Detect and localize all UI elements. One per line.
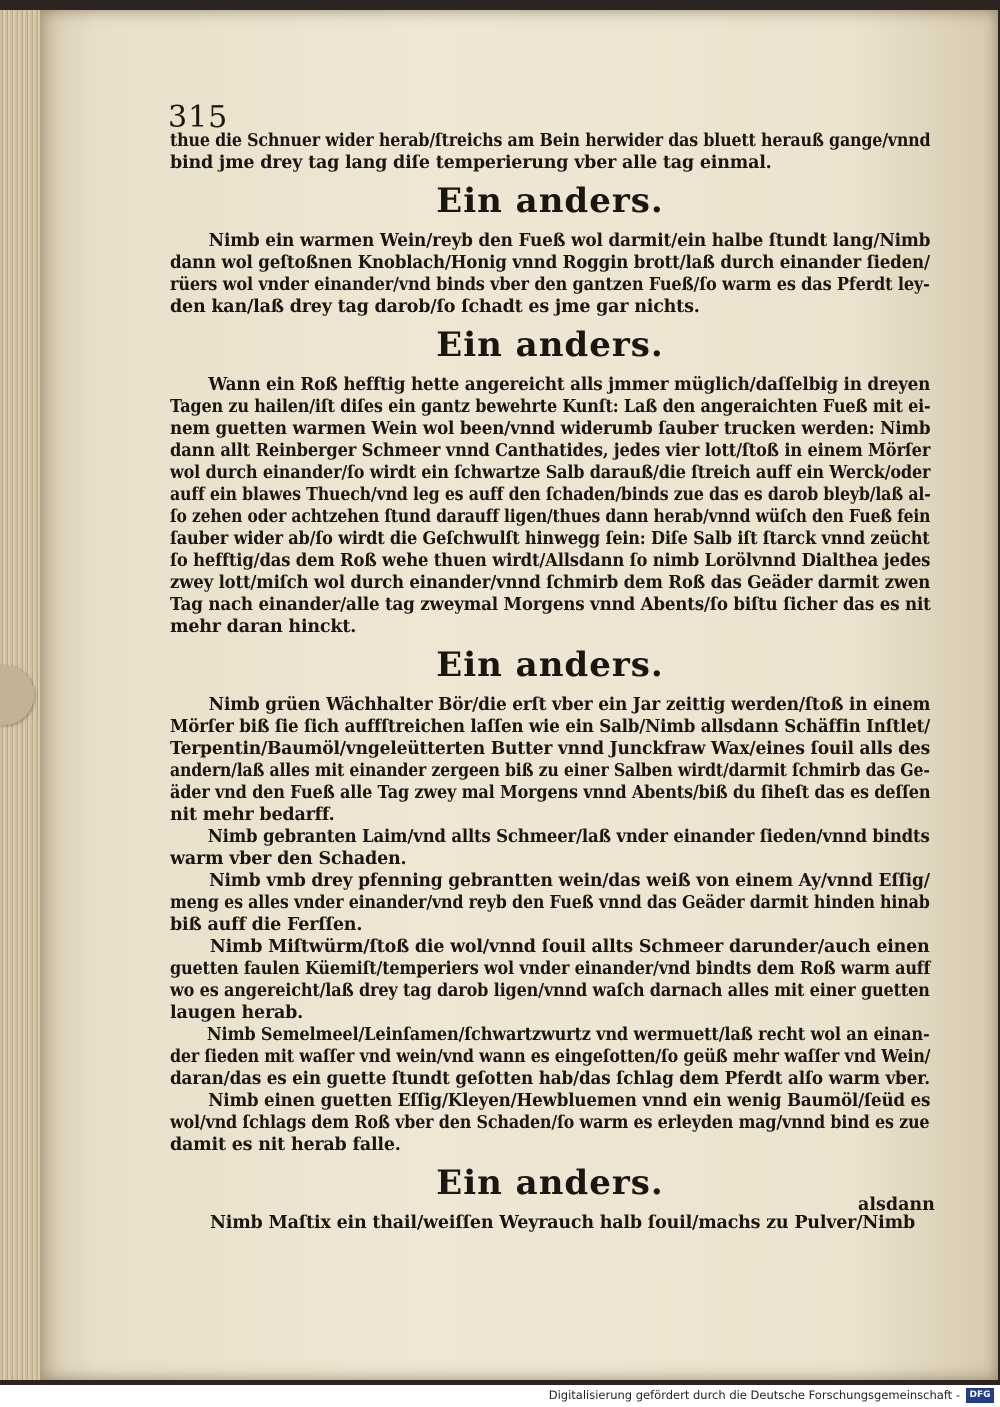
text-line: zwey lott/miſch wol durch einander/vnnd ſchmirb dem Roß das Geäder darmit zwen [170, 573, 931, 593]
paragraph [170, 826, 930, 870]
text-line: guetten faulen Küemiſt/temperiers wol vnder einander/vnd bindts dem Roß warm auff [170, 959, 931, 979]
text-line: mehr daran hinckt. [170, 617, 357, 637]
paragraph [170, 1090, 930, 1156]
dfg-logo: DFG [966, 1388, 994, 1403]
text-line: rüers wol vnder einander/vnd binds vber den gantzen Fueß/ſo warm es das Pferdt ley- [170, 275, 930, 295]
text-line: Nimb Maſtix ein thail/weiſſen Weyrauch halb ſouil/machs zu Pulver/Nimb [210, 1213, 915, 1233]
text-line: wo es angereicht/laß drey tag darob ligen/vnnd waſch darnach alles mit einer guetten [170, 981, 930, 1001]
text-line: andern/laß alles mit einander zergeen biß zu einer Salben wirdt/darmit ſchmirb das Ge- [170, 761, 930, 781]
text-line: laugen herab. [170, 1003, 304, 1023]
paragraph [170, 694, 930, 826]
paragraph [170, 374, 930, 638]
text-line: Tagen zu hailen/iſt diſes ein gantz bewehrte Kunſt: Laß den angeraichten Fueß mit ei- [170, 397, 931, 417]
text-line: Nimb Semelmeel/Leinſamen/ſchwartzwurtz vnd wermuett/laß recht wol an einan- [206, 1025, 930, 1045]
text-line: Nimb vmb drey pfenning gebrantten wein/das weiß von einem Ay/vnnd Eſſig/ [209, 871, 930, 891]
page-text [170, 130, 930, 1234]
text-line: ſo zehen oder achtzehen ſtund darauff ligen/thues dann herab/vnnd wüſch den Fueß fein [170, 507, 931, 527]
section-heading: Ein anders. [436, 1163, 664, 1203]
text-line: Nimb grüen Wächhalter Bör/die erſt vber ein Jar zeittig werden/ſtoß in einem [208, 695, 931, 715]
text-line: wol durch einander/ſo wirdt ein ſchwartze Salb darauß/die ſtreich auff ein Werck/oder [170, 463, 931, 483]
text-line: Nimb Miſtwürm/ſtoß die wol/vnnd ſouil allts Schmeer darunder/auch einen [209, 937, 930, 957]
paragraph [170, 1212, 930, 1234]
paragraph [170, 1024, 930, 1090]
text-line: der ſieden mit waſſer vnd wein/vnd wann es eingeſotten/ſo geüß mehr waſſer vnd Wein/ [170, 1047, 931, 1067]
section-heading: Ein anders. [436, 645, 664, 685]
text-line: Tag nach einander/alle tag zweymal Morgens vnnd Abents/ſo biſtu ſicher das es nit [170, 595, 931, 615]
paragraph [170, 870, 930, 936]
text-line: damit es nit herab falle. [170, 1135, 401, 1155]
text-line: ſauber wider ab/ſo wirdt die Geſchwulſt hinwegg ſein: Diſe Salb iſt ſtarck vnnd zeücht [170, 529, 930, 549]
text-line: Wann ein Roß hefftig hette angereicht alls jmmer müglich/daſſelbig in dreyen [208, 375, 931, 395]
text-line: ſo hefftig/das dem Roß wehe thuen wirdt/Allsdann ſo nimb Lorölvnnd Dialthea jedes [170, 551, 931, 571]
paragraph [170, 936, 930, 1024]
text-line: warm vber den Schaden. [170, 849, 407, 869]
text-line: dann allt Reinberger Schmeer vnnd Canthatides, jedes vier lott/ſtoß in einem Mörſer [170, 441, 931, 461]
paragraph [170, 130, 930, 174]
text-line: Nimb einen guetten Eſſig/Kleyen/Hewbluemen vnnd ein wenig Baumöl/ſeüd es [208, 1091, 931, 1111]
text-line: auff ein blawes Thuech/vnd leg es auff den ſchaden/binds zue das es darob bleyb/laß al- [170, 485, 931, 505]
text-line: den kan/laß drey tag darob/ſo ſchadt es jme gar nichts. [170, 297, 700, 317]
text-line: wol/vnd ſchlags dem Roß vber den Schaden/ſo warm es erleyden mag/vnnd bind es zue [170, 1113, 930, 1133]
text-line: Nimb ein warmen Wein/reyb den Fueß wol darmit/ein halbe ſtundt lang/Nimb [208, 231, 931, 251]
text-line: daran/das es ein guette ſtundt geſotten hab/das ſchlag dem Pferdt alſo warm vber. [170, 1069, 930, 1089]
text-line: nem guetten warmen Wein wol been/vnnd widerumb ſauber trucken werden: Nimb [170, 419, 931, 439]
section-heading: Ein anders. [436, 325, 664, 365]
text-line: äder vnd den Fueß alle Tag zwey mal Morgens vnnd Abents/biß du ſiheſt das es deſſen [170, 783, 931, 803]
footer-credit: Digitalisierung gefördert durch die Deutsche Forschungsgemeinschaft - [548, 1388, 960, 1402]
text-line: biß auff die Ferſſen. [170, 915, 363, 935]
catchword: alsdann [858, 1195, 935, 1215]
text-line: thue die Schnuer wider herab/ſtreichs am Bein herwider das bluett herauß gange/vnnd [170, 131, 931, 151]
text-line: meng es alles vnder einander/vnd reyb den Fueß vnnd das Geäder darmit hinden hinab [170, 893, 930, 913]
text-line: Mörſer biß ſie ſich auffſtreichen laſſen wie ein Salb/Nimb allsdann Schäffin Inſtlet/ [170, 717, 930, 737]
footer-bar [0, 1385, 1000, 1407]
section-heading: Ein anders. [436, 181, 664, 221]
text-line: nit mehr bedarff. [170, 805, 335, 825]
paragraph [170, 230, 930, 318]
text-line: dann wol geſtoßnen Knoblach/Honig vnnd Roggin brott/laß durch einander ſieden/ [170, 253, 930, 273]
text-line: Nimb gebranten Laim/vnd allts Schmeer/laß vnder einander ſieden/vnnd bindts [207, 827, 930, 847]
text-line: Terpentin/Baumöl/vngeleütterten Butter vnnd Junckfraw Wax/eines ſouil alls des [170, 739, 931, 759]
page-number: 315 [168, 100, 229, 135]
text-line: bind jme drey tag lang diſe temperierung vber alle tag einmal. [170, 153, 772, 173]
